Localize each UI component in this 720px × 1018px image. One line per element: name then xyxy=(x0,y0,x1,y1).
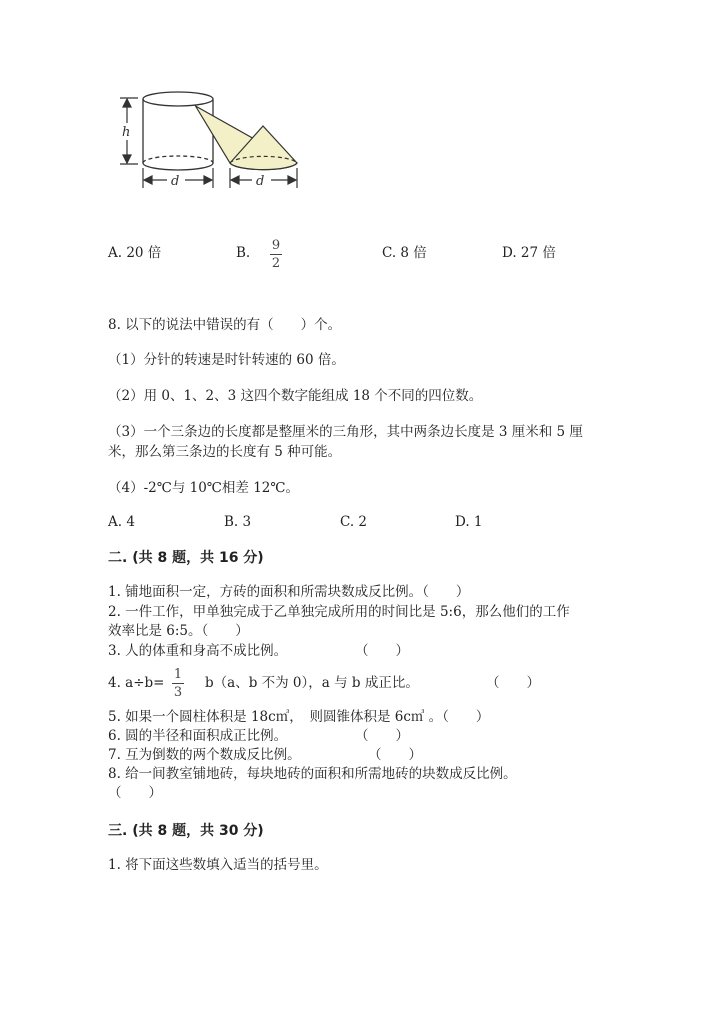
q8-stem: 8. 以下的说法中错误的有（ ）个。 xyxy=(108,317,342,333)
q8-item-4: （4）-2℃与 10℃相差 12℃。 xyxy=(108,480,299,496)
s2-q4-fraction xyxy=(172,667,184,700)
fraction-bar xyxy=(172,683,184,684)
s2-q1: 1. 铺地面积一定，方砖的面积和所需块数成反比例。（ ） xyxy=(108,584,470,600)
height-label: h xyxy=(122,125,131,140)
s2-q2-line1: 2. 一件工作，甲单独完成于乙单独完成所用的时间比是 5:6，那么他们的工作 xyxy=(108,604,570,620)
q8-option-b: B. 3 xyxy=(224,514,252,530)
s2-q4-answer-paren: （ ） xyxy=(486,675,540,691)
s2-q5: 5. 如果一个圆柱体积是 18c㎥， 则圆锥体积是 6c㎥ 。（ ） xyxy=(108,709,490,725)
cone-shape xyxy=(196,106,298,170)
s2-q4-prefix: 4. a÷b= xyxy=(108,675,165,691)
s2-q7: 7. 互为倒数的两个数成反比例。 xyxy=(108,747,301,763)
s2-q6: 6. 圆的半径和面积成正比例。 xyxy=(108,728,288,744)
fraction-denominator: 3 xyxy=(173,685,183,700)
s2-q2-line2: 效率比是 6:5。（ ） xyxy=(108,623,249,639)
q7-option-c: C. 8 倍 xyxy=(382,245,427,261)
q7-option-a: A. 20 倍 xyxy=(108,245,162,261)
q8-item-1: （1）分针的转速是时针转速的 60 倍。 xyxy=(108,352,345,368)
fraction-bar xyxy=(270,254,282,255)
q7-option-b-fraction xyxy=(270,238,282,271)
q7-option-b-label: B. xyxy=(236,245,251,261)
s2-q4-text: b（a、b 不为 0），a 与 b 成正比。 xyxy=(205,675,419,691)
s2-q8-line1: 8. 给一间教室铺地砖，每块地砖的面积和所需地砖的块数成反比例。 xyxy=(108,766,517,782)
cylinder-cone-figure xyxy=(105,88,315,198)
s2-q3-answer-paren: （ ） xyxy=(355,643,409,659)
cylinder-shape xyxy=(143,92,213,170)
q8-option-c: C. 2 xyxy=(340,514,368,530)
cylinder-diameter-label: d xyxy=(171,174,180,189)
section-2-heading: 二. (共 8 题，共 16 分) xyxy=(108,550,264,566)
fraction-numerator: 1 xyxy=(173,667,183,682)
s2-q3: 3. 人的体重和身高不成比例。 xyxy=(108,643,288,659)
s3-q1: 1. 将下面这些数填入适当的括号里。 xyxy=(108,857,328,873)
q8-item-3-line2: 米，那么第三条边的长度有 5 种可能。 xyxy=(108,444,342,460)
q8-option-d: D. 1 xyxy=(455,514,483,530)
q8-item-2: （2）用 0、1、2、3 这四个数字能组成 18 个不同的四位数。 xyxy=(108,388,483,404)
fraction-numerator: 9 xyxy=(271,238,281,253)
cone-diameter-label: d xyxy=(256,174,265,189)
q8-option-a: A. 4 xyxy=(108,514,135,530)
fraction-denominator: 2 xyxy=(271,256,281,271)
s2-q8-answer-paren: （ ） xyxy=(108,785,162,801)
s2-q7-answer-paren: （ ） xyxy=(368,747,422,763)
q7-option-d: D. 27 倍 xyxy=(502,245,556,261)
section-3-heading: 三. (共 8 题，共 30 分) xyxy=(108,823,264,839)
q8-item-3-line1: （3）一个三条边的长度都是整厘米的三角形，其中两条边长度是 3 厘米和 5 厘 xyxy=(108,424,583,440)
s2-q6-answer-paren: （ ） xyxy=(355,728,409,744)
